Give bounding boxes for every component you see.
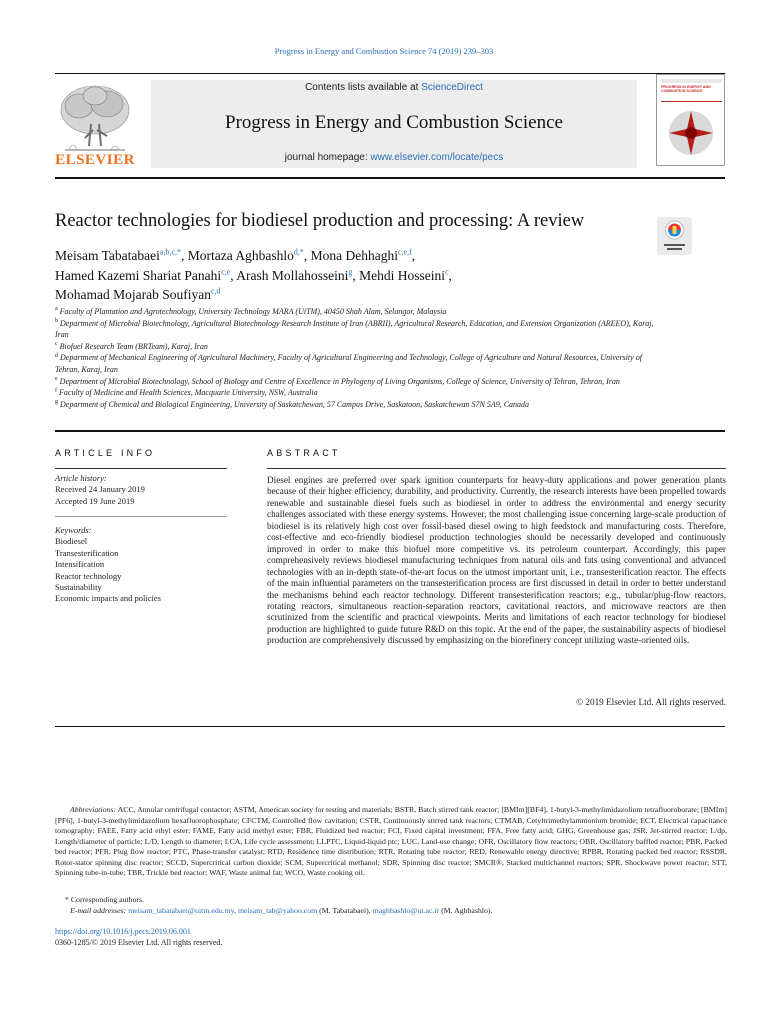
abstract-rule [267,468,726,469]
article-info-heading: ARTICLE INFO [55,448,156,458]
corresponding-note: * Corresponding authors. [65,895,145,904]
journal-cover-thumbnail[interactable] [656,74,725,166]
keywords-block [55,525,235,605]
sciencedirect-link[interactable]: ScienceDirect [421,82,483,93]
author-name[interactable]: Hamed Kazemi Shariat Panahi [55,267,222,283]
author-name[interactable]: Mohamad Mojarab Soufiyan [55,287,211,302]
contents-line [151,82,637,93]
author-affil-marks[interactable]: c [444,267,449,276]
journal-citation[interactable]: Progress in Energy and Combustion Science 74 (2019) 239–303 [274,46,494,56]
history-label: Article history: [55,473,107,483]
article-info-rule [55,468,227,469]
affiliation-item: $^b$ Department of Microbial Biotechnology, Agricultural Biotechnology Research Institute of Iran (ABRII), Agricultural Research, Education, and Extension Organization (AREEO), Karaj, Iran [55,317,654,340]
email-link[interactable]: meisam_tab@yahoo.com [237,906,318,915]
masthead-top-rule [55,73,725,74]
email-link[interactable]: maghbashlo@ut.ac.ir [372,906,440,915]
affiliation-item: $^a$ Faculty of Plantation and Agrotechnology, University Technology MARA (UiTM), 40450 Shah Alam, Selangor, Malaysia [55,306,447,316]
abbreviations-text: ACC, Annular centrifugal contactor; ASTM, American society for testing and materials; BSTR, Batch stirred tank reactor; [BMIm][BF4], 1-butyl-3-methylimidazolium tetrafluoroborate; [BMIm][PF6], 1-butyl-3-methylimidazolium hexafluorophosphate; CFCTM, Controlled flow cavitation; CSTR, Continuously stirred tank reactors; CTMAB, Cetyltrimethylammonium bromide; ECT, Electrical capacitance tomography; FAEE, Fatty acid ethyl ester; FAME, Fatty acid methyl ester; FBR, Fluidized bed reactor; FCI, Fixed capital investment; FFA, Free fatty acid; GHG, Greenhouse gas; JSR, Jet-stirred reactor; L/dp, Length/diameter of particle; L/D, Length to diameter; LCA, Life cycle assessment; LLPTC, Liquid-liquid ptc; LUC, Land-use change; OFR, Oscillatory flow reactors; OBR, Oscillatory baffled reactor; PBR, Packed bed reactor; PFR, Plug flow reactor; PTC, Phase-transfer catalyst; RTD, Residence time distribution; RTR, Rotating tube reactor; RED, Renewable energy directive; RPBR, Rotating packed bed reactor; RSSDR, Rotor-stator spinning disc reactor; SCCD, Supercritical carbon dioxide; SCM, Supercritical methanol; SDR, Spinning disc reactor; SMCR®, Stacked multichannel reactors; SPR, Shockwave power reactor; STT, Spinning tube-in-tube; TBR, Trickle bed reactor; WAF, Waste animal fat; WCO, Waste cooking oil. [55,805,727,877]
issn-copyright: 0360-1285/© 2019 Elsevier Ltd. All rights reserved. [55,938,223,947]
keyword-item[interactable]: Economic impacts and policies [55,593,161,604]
author-affil-marks[interactable]: g [348,267,353,276]
homepage-prefix: journal homepage: [284,152,371,163]
keyword-item[interactable]: Intensification [55,559,105,570]
author-affil-marks[interactable]: d,* [293,247,304,257]
author-name[interactable]: Mona Dehhaghi [310,248,398,263]
affiliation-item: $^g$ Department of Chemical and Biological Engineering, University of Saskatchewan, 57 Campus Drive, Saskatoon, Saskatchewan S7N 5A9, Canada [55,399,530,409]
abbreviations-label: Abbreviations: [70,805,117,814]
affiliation-item: $^e$ Department of Microbial Biotechnology, School of Biology and Centre of Excellence in Phylogeny of Living Organisms, College of Science, University of Tehran, Tehran, Iran [55,375,620,386]
paper-title: Reactor technologies for biodiesel production and processing: A review [55,211,585,231]
author-affil-marks[interactable]: a,b,c,* [159,247,181,257]
journal-homepage-link[interactable]: www.elsevier.com/locate/pecs [370,152,504,163]
affiliation-item: $^d$ Department of Mechanical Engineering of Agricultural Machinery, Faculty of Agricultural Engineering and Technology, College of Agriculture and Natural Resources, University of Tehran, Karaj, Iran [55,352,642,374]
keyword-item[interactable]: Sustainability [55,582,102,593]
journal-name: Progress in Energy and Combustion Science [225,112,563,133]
author-name[interactable]: Mehdi Hosseini [359,267,445,283]
keyword-item[interactable]: Reactor technology [55,570,122,581]
doi-link[interactable]: https://doi.org/10.1016/j.pecs.2019.06.001 [55,927,191,936]
author-affil-marks[interactable]: c,e,f [397,247,412,257]
author-name[interactable]: Meisam Tabatabaei [55,248,160,263]
affiliation-list [55,306,655,410]
received-date: Received 24 January 2019 [55,484,145,495]
email-link[interactable]: meisam_tabatabaei@uitm.edu.my [128,906,235,915]
keyword-item[interactable]: Biodiesel [55,536,88,547]
email-label: E-mail addresses: [70,906,129,915]
email-addresses: E-mail addresses: meisam_tabatabaei@uitm.edu.my, meisam_tab@yahoo.com (M. Tabatabaei), maghbashlo@ut.ac.ir (M. Aghbashlo). [70,906,493,915]
abstract-heading: ABSTRACT [267,448,341,458]
info-divider [55,516,227,517]
author-affil-marks[interactable]: c,d [210,286,221,296]
cover-title: PROGRESS IN ENERGY AND COMBUSTION SCIENCE [661,85,711,94]
contents-prefix: Contents lists available at [305,82,422,93]
keywords-label: Keywords: [55,525,92,535]
keyword-item[interactable]: Transesterification [55,547,119,558]
accepted-date: Accepted 19 June 2019 [55,495,135,506]
author-list: Meisam Tabatabaei$^{a,b,c,*}$, Mortaza Aghbashlo$^{d,*}$, Mona Dehhaghi$^{c,e,f}$, Hamed Kazemi Shariat Panahi$^{c,e}$, Arash Mollahosseini$^g$, Mehdi Hosseini$^c$, Mohamad Mojarab Soufiyan$^{c,d}$ [55,247,452,302]
masthead-bottom-rule [55,177,725,179]
header-separator-rule [55,430,725,432]
abstract-text: Diesel engines are preferred over spark ignition counterparts for heavy-duty applications and power generation plants because of their higher efficiency, durability, and productivity. Currently, the research interests have been propelled towards renewable and sustainable diesel fuels such as biodiesel in order to address the environmental and energy security challenges associated with these energy systems. However, the most challenging issue concerning large-scale production of biodiesel is its relatively high cost over fossil-based diesel owing to high feedstock and manufacturing costs. Therefore, cost-effective and eco-friendly biodiesel production technologies should be necessarily developed and continuously improved in order to make this biofuel more competitive vs. its petroleum counterpart. Accordingly, this paper comprehensively reviews biodiesel manufacturing techniques from natural oils and fats using conventional and advanced technologies with an in-depth state-of-the-art focus on the utmost important unit, i.e., transesterification reactor. The effects of the main influential parameters on the transesterification process are first discussed in detail in order to better understand the mechanisms behind each reactor technology. Different transesterification reactors; e.g., tubular/plug-flow reactors, rotating reactors, simultaneous reaction-separation reactors, cavitational reactors, and microwave reactors are then scrutinized from the scientific and practical viewpoints. Merits and limitations of each reactor technology for biodiesel production are highlighted to guide future R&D on this topic. At the end of the paper, the sustainability aspects of biodiesel production are comprehensively discussed by emphasizing on the biorefinery concept utilizing waste-oriented oils. [267,475,726,646]
author-name[interactable]: Mortaza Aghbashlo [187,248,294,263]
affiliation-item: $^f$ Faculty of Medicine and Health Sciences, Macquarie University, NSW, Australia [55,387,318,398]
abstract-bottom-rule [55,726,725,727]
abstract-copyright: © 2019 Elsevier Ltd. All rights reserved. [576,697,726,707]
abbreviations-footnote [55,805,727,879]
author-affil-marks[interactable]: c,e [221,267,231,276]
author-name[interactable]: Arash Mollahosseini [236,267,349,283]
homepage-line [151,152,637,163]
publisher-wordmark: ELSEVIER [55,152,135,168]
affiliation-item: $^c$ Biofuel Research Team (BRTeam), Karaj, Iran [55,341,208,351]
article-history [55,473,235,507]
